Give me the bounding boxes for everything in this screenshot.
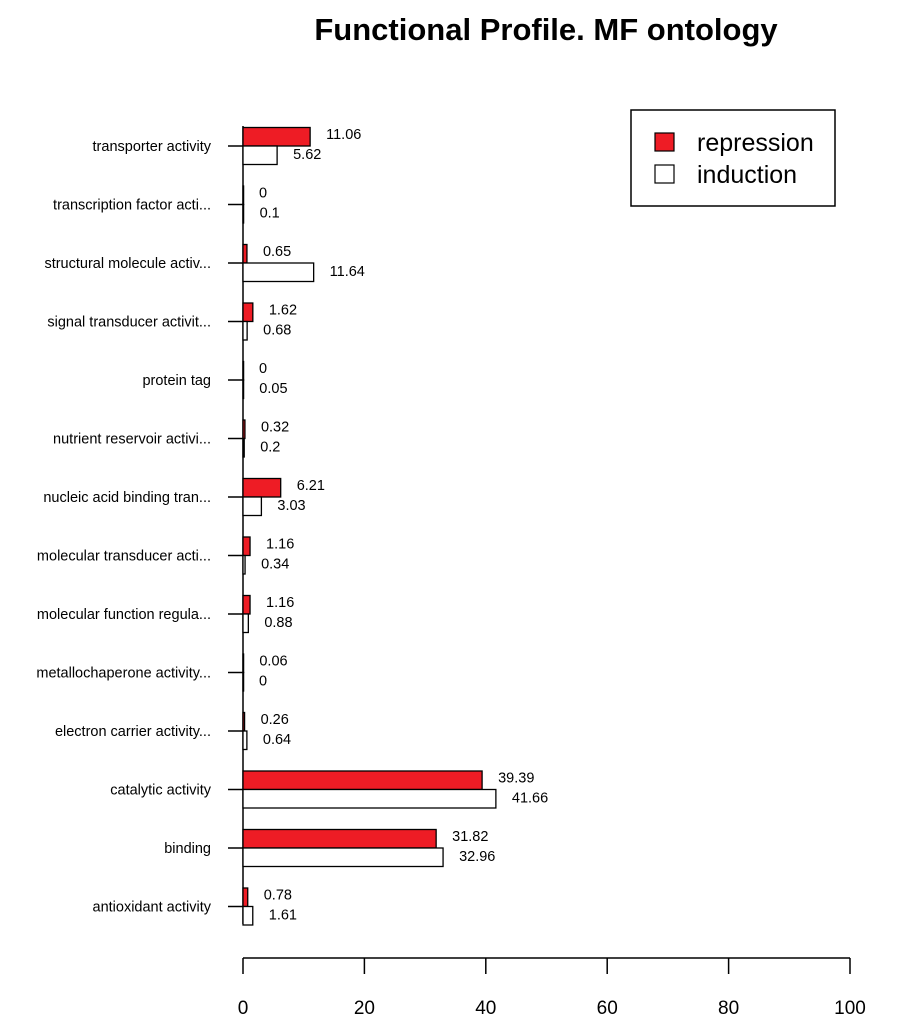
y-axis-ticks: [228, 146, 243, 907]
category-label-transporter-activity: transporter activity: [92, 139, 211, 155]
value-label-repression-signal-transducer-activit: 1.62: [268, 302, 298, 319]
bar-induction-molecular-transducer-acti: [243, 556, 245, 575]
bar-repression-structural-molecule-activ: [243, 245, 247, 264]
value-label-induction-nucleic-acid-binding-tran: 3.03: [277, 498, 306, 514]
value-label-repression-catalytic-activity: 39.39: [498, 770, 535, 787]
legend-swatch-repression: [655, 133, 674, 151]
value-label-repression-binding: 31.82: [452, 829, 489, 845]
value-label-repression-transcription-factor-acti: 0: [259, 185, 268, 202]
legend-box: [631, 110, 835, 206]
value-label-induction-transporter-activity: 5.62: [293, 147, 322, 163]
bar-repression-protein-tag: [243, 362, 244, 381]
x-tick-label: 20: [353, 998, 375, 1019]
bar-induction-nutrient-reservoir-activi: [243, 439, 244, 458]
x-tick-label: 0: [237, 998, 249, 1019]
legend-label-induction: induction: [697, 161, 798, 189]
value-label-induction-nutrient-reservoir-activi: 0.2: [260, 439, 281, 456]
value-label-repression-antioxidant-activity: 0.78: [263, 887, 292, 904]
category-label-signal-transducer-activit: signal transducer activit...: [47, 314, 211, 331]
x-tick-label: 80: [718, 998, 740, 1019]
category-label-molecular-function-regula: molecular function regula...: [36, 607, 211, 623]
category-label-protein-tag: protein tag: [142, 373, 211, 389]
bar-repression-nutrient-reservoir-activi: [243, 420, 245, 439]
bar-induction-protein-tag: [243, 380, 244, 399]
bar-repression-binding: [243, 830, 436, 849]
bar-repression-antioxidant-activity: [243, 888, 248, 907]
value-label-repression-molecular-transducer-acti: 1.16: [266, 536, 295, 553]
category-label-nutrient-reservoir-activi: nutrient reservoir activi...: [53, 431, 211, 448]
category-label-nucleic-acid-binding-tran: nucleic acid binding tran...: [43, 490, 211, 506]
value-label-repression-transporter-activity: 11.06: [326, 127, 362, 143]
value-label-induction-transcription-factor-acti: 0.1: [259, 205, 280, 222]
bar-induction-transporter-activity: [243, 146, 277, 165]
bar-induction-electron-carrier-activity: [243, 731, 247, 750]
bar-repression-molecular-function-regula: [243, 596, 250, 615]
bar-repression-signal-transducer-activit: [243, 303, 253, 322]
value-label-induction-antioxidant-activity: 1.61: [268, 907, 298, 924]
bar-repression-nucleic-acid-binding-tran: [243, 479, 281, 498]
category-label-transcription-factor-acti: transcription factor acti...: [53, 197, 211, 214]
legend-label-repression: repression: [697, 129, 814, 157]
bar-repression-transporter-activity: [243, 128, 310, 147]
category-label-catalytic-activity: catalytic activity: [110, 782, 211, 799]
bar-repression-catalytic-activity: [243, 771, 482, 790]
value-label-repression-nutrient-reservoir-activi: 0.32: [260, 419, 290, 436]
value-label-induction-signal-transducer-activit: 0.68: [263, 322, 292, 339]
category-label-structural-molecule-activ: structural molecule activ...: [44, 256, 211, 272]
category-label-electron-carrier-activity: electron carrier activity...: [54, 724, 211, 740]
bar-induction-antioxidant-activity: [243, 907, 253, 926]
bar-induction-transcription-factor-acti: [243, 205, 244, 224]
value-label-repression-structural-molecule-activ: 0.65: [262, 244, 292, 260]
bar-induction-catalytic-activity: [243, 790, 496, 809]
value-label-induction-metallochaperone-activity: 0: [259, 673, 268, 690]
bar-repression-electron-carrier-activity: [243, 713, 245, 732]
x-tick-label: 60: [596, 998, 618, 1019]
value-label-repression-electron-carrier-activity: 0.26: [260, 712, 289, 728]
value-label-repression-molecular-function-regula: 1.16: [266, 595, 295, 611]
chart-title: Functional Profile. MF ontology: [314, 12, 778, 47]
bar-induction-molecular-function-regula: [243, 614, 248, 633]
value-label-induction-electron-carrier-activity: 0.64: [262, 732, 292, 748]
bar-repression-transcription-factor-acti: [243, 186, 244, 205]
category-label-molecular-transducer-acti: molecular transducer acti...: [36, 548, 211, 565]
value-label-induction-structural-molecule-activ: 11.64: [329, 264, 365, 280]
legend: [631, 110, 835, 206]
value-label-induction-molecular-function-regula: 0.88: [264, 615, 293, 631]
value-label-induction-molecular-transducer-acti: 0.34: [261, 556, 290, 573]
x-tick-label: 40: [475, 998, 497, 1019]
value-label-induction-protein-tag: 0.05: [259, 381, 288, 397]
category-label-metallochaperone-activity: metallochaperone activity...: [36, 665, 211, 682]
x-axis: [238, 958, 866, 1019]
bar-repression-metallochaperone-activity: [243, 654, 244, 673]
bar-induction-nucleic-acid-binding-tran: [243, 497, 261, 516]
value-label-repression-protein-tag: 0: [259, 361, 268, 377]
bar-induction-metallochaperone-activity: [243, 673, 244, 692]
bar-induction-signal-transducer-activit: [243, 322, 247, 341]
x-tick-label: 100: [834, 998, 866, 1019]
bar-induction-binding: [243, 848, 443, 867]
value-label-induction-catalytic-activity: 41.66: [511, 790, 549, 807]
bar-induction-structural-molecule-activ: [243, 263, 314, 282]
bar-repression-molecular-transducer-acti: [243, 537, 250, 556]
category-labels: [36, 139, 211, 916]
category-label-binding: binding: [164, 841, 211, 857]
value-label-repression-nucleic-acid-binding-tran: 6.21: [296, 478, 325, 494]
value-label-repression-metallochaperone-activity: 0.06: [259, 653, 288, 670]
value-label-induction-binding: 32.96: [459, 849, 496, 865]
legend-swatch-induction: [655, 165, 674, 183]
category-label-antioxidant-activity: antioxidant activity: [92, 899, 211, 916]
